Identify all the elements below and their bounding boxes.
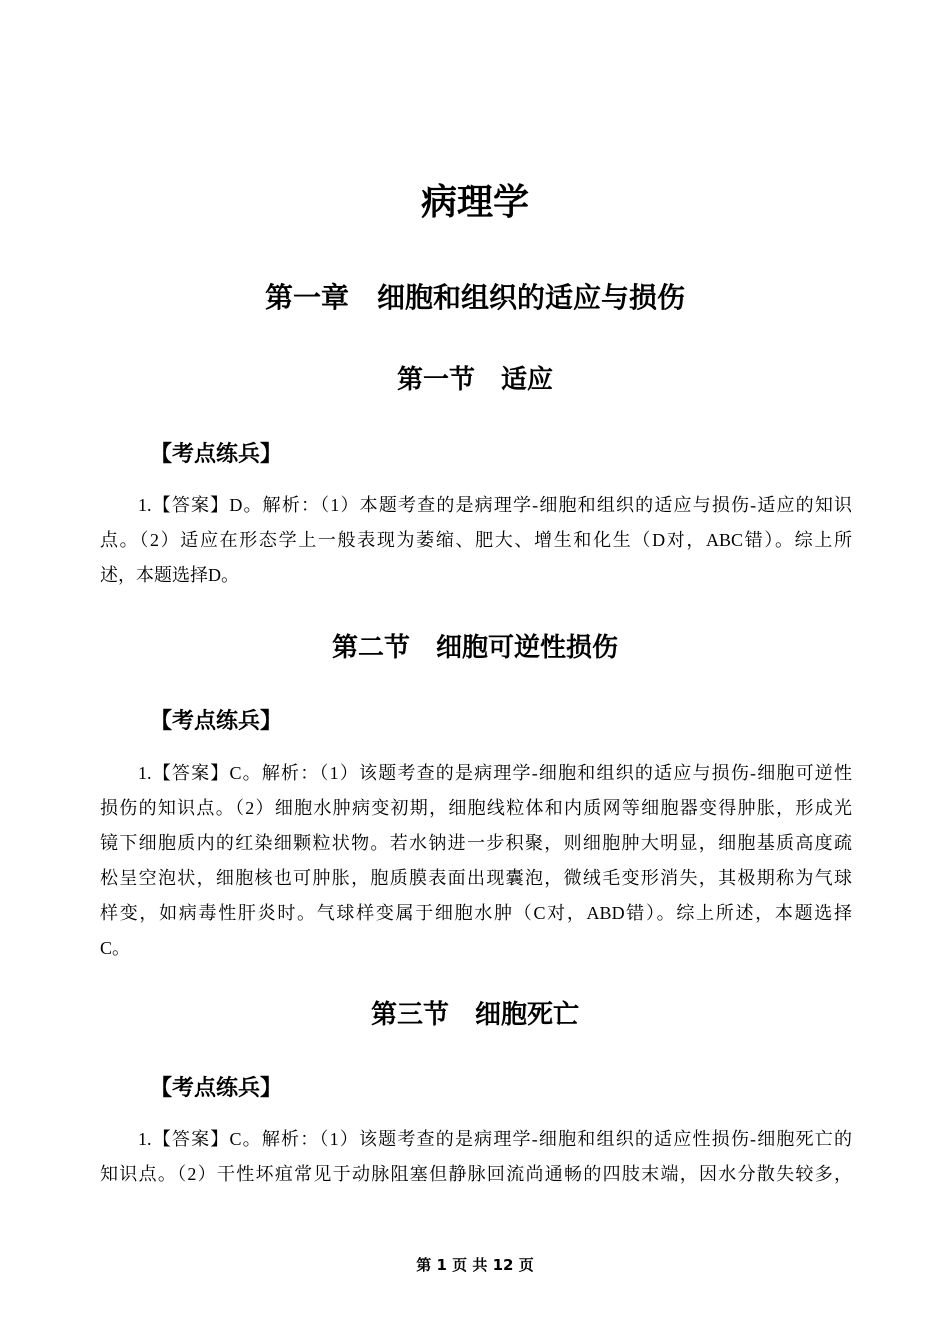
- paragraph-line: 损伤的知识点。（2）细胞水肿病变初期，细胞线粒体和内质网等细胞器变得肿胀，形成光: [100, 798, 852, 818]
- paragraph-line: C。: [100, 938, 131, 958]
- answer-paragraph-1: [100, 488, 852, 593]
- paragraph-line: 镜下细胞质内的红染细颗粒状物。若水钠进一步积聚，则细胞肿大明显，细胞基质高度疏: [100, 833, 852, 853]
- paragraph-line: 1.【答案】C。解析：（1）该题考查的是病理学-细胞和组织的适应与损伤-细胞可逆性: [138, 763, 852, 783]
- practice-label-2: 【考点练兵】: [150, 708, 283, 733]
- document-title: 病理学: [420, 182, 529, 222]
- paragraph-line: 点。（2）适应在形态学上一般表现为萎缩、肥大、增生和化生（D对，ABC错）。综上所: [100, 530, 852, 550]
- paragraph-line: 样变，如病毒性肝炎时。气球样变属于细胞水肿（C对，ABD错）。综上所述，本题选择: [100, 903, 852, 923]
- page-footer: 第 1 页 共 12 页: [416, 1256, 534, 1274]
- paragraph-line: 1.【答案】D。解析：（1）本题考查的是病理学-细胞和组织的适应与损伤-适应的知识: [138, 495, 852, 515]
- paragraph-line: 1.【答案】C。解析：（1）该题考查的是病理学-细胞和组织的适应性损伤-细胞死亡的: [138, 1129, 852, 1149]
- section-heading-3: 第三节 细胞死亡: [370, 1000, 579, 1029]
- answer-paragraph-2: [100, 756, 852, 966]
- section-heading-2: 第二节 细胞可逆性损伤: [331, 633, 618, 662]
- answer-paragraph-3: [100, 1122, 852, 1192]
- paragraph-line: 松呈空泡状，细胞核也可肿胀，胞质膜表面出现囊泡，微绒毛变形消失，其极期称为气球: [100, 868, 852, 888]
- section-heading-1: 第一节 适应: [396, 365, 553, 394]
- paragraph-line: 述，本题选择D。: [100, 565, 239, 585]
- chapter-heading: 第一章 细胞和组织的适应与损伤: [264, 283, 685, 314]
- practice-label-3: 【考点练兵】: [150, 1075, 283, 1100]
- paragraph-line: 知识点。（2）干性坏疽常见于动脉阻塞但静脉回流尚通畅的四肢末端，因水分散失较多，: [100, 1164, 852, 1184]
- practice-label-1: 【考点练兵】: [150, 441, 283, 466]
